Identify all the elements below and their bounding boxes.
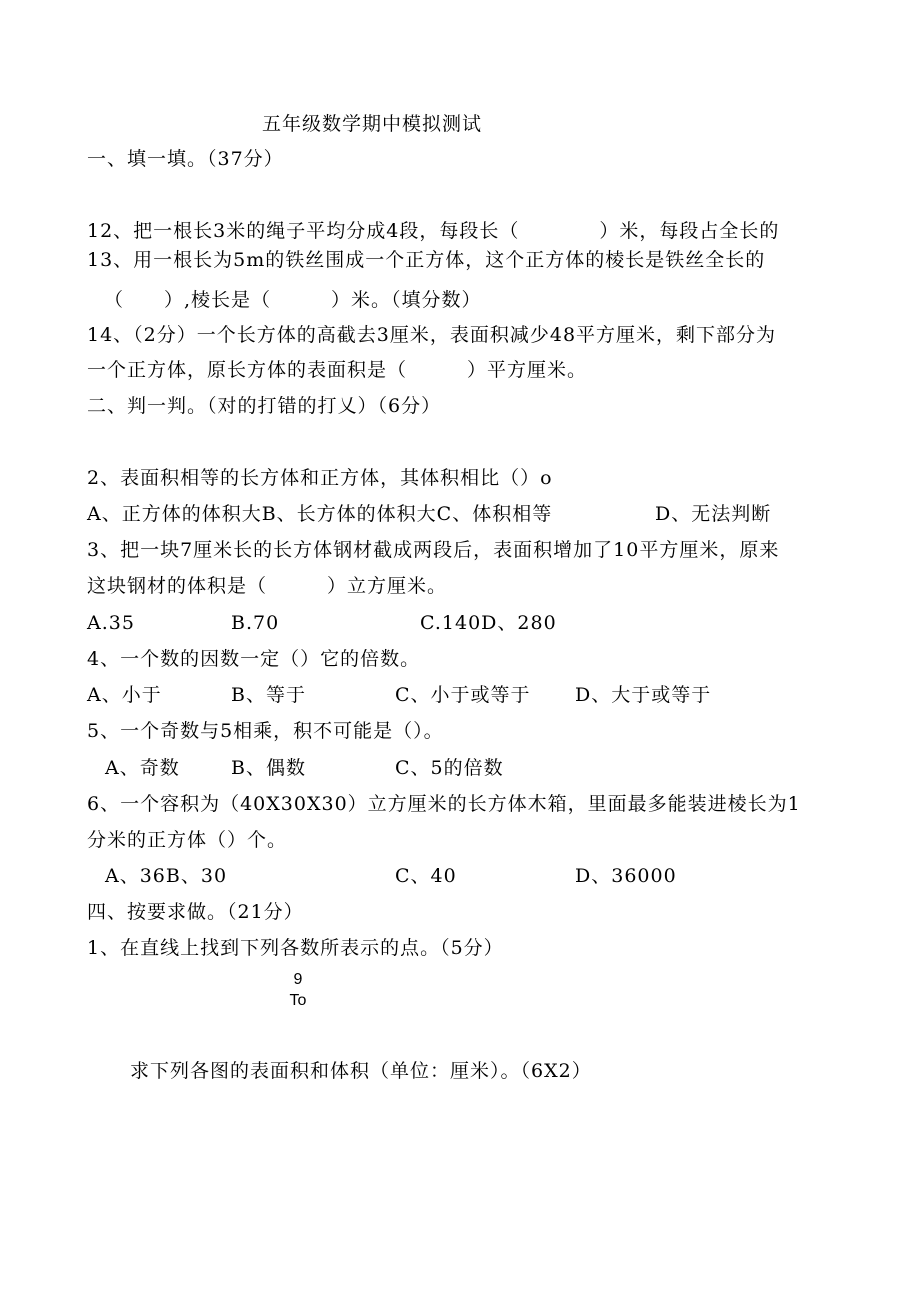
question-3-line2: 这块钢材的体积是（ ）立方厘米。 bbox=[87, 575, 448, 597]
question-3-options bbox=[87, 611, 847, 635]
section4-question-1: 1、在直线上找到下列各数所表示的点。（5分） bbox=[87, 937, 504, 959]
question-6-line1: 6、一个容积为（40X30X30）立方厘米的长方体木箱，里面最多能装进棱长为1 bbox=[87, 793, 801, 815]
question-3-option-b: B.70 bbox=[231, 612, 280, 634]
question-13-line2: （ ）,棱长是（ ）米。（填分数） bbox=[104, 289, 482, 311]
question-6-option-c: C、40 bbox=[395, 865, 457, 887]
question-2-options-abc: A、正方体的体积大B、长方体的体积大C、体积相等 bbox=[87, 503, 553, 525]
question-5-options bbox=[105, 756, 845, 780]
question-2-stem: 2、表面积相等的长方体和正方体，其体积相比（）o bbox=[87, 467, 553, 489]
question-5-stem: 5、一个奇数与5相乘，积不可能是（）。 bbox=[87, 720, 444, 742]
question-3-options-cd: C.140D、280 bbox=[420, 612, 557, 634]
question-6-line2: 分米的正方体（）个。 bbox=[87, 829, 288, 851]
question-14-line1: 14、（2分）一个长方体的高截去3厘米，表面积减少48平方厘米，剩下部分为 bbox=[87, 324, 777, 346]
question-6-options-ab: A、36B、30 bbox=[105, 865, 228, 887]
question-3-option-a: A.35 bbox=[87, 612, 135, 634]
question-4-option-b: B、等于 bbox=[231, 684, 306, 706]
question-2-option-d: D、无法判断 bbox=[655, 503, 772, 525]
question-5-option-c: C、5的倍数 bbox=[395, 757, 504, 779]
question-4-option-d: D、大于或等于 bbox=[575, 684, 712, 706]
section4-heading: 四、按要求做。（21分） bbox=[87, 901, 304, 923]
question-6-option-d: D、36000 bbox=[575, 865, 677, 887]
question-4-option-c: C、小于或等于 bbox=[395, 684, 531, 706]
fraction-numerator: 9 bbox=[293, 971, 303, 988]
section2-heading: 二、判一判。（对的打错的打乂）（6分） bbox=[87, 395, 442, 417]
question-12: 12、把一根长3米的绳子平均分成4段，每段长（ ）米，每段占全长的 bbox=[87, 220, 780, 242]
question-5-option-a: A、奇数 bbox=[105, 757, 180, 779]
question-5-option-b: B、偶数 bbox=[231, 757, 306, 779]
page-title: 五年级数学期中模拟测试 bbox=[262, 113, 483, 135]
fraction-denominator: To bbox=[289, 992, 307, 1009]
question-2-options bbox=[87, 502, 847, 526]
question-14-line2: 一个正方体，原长方体的表面积是（ ）平方厘米。 bbox=[87, 359, 588, 381]
section1-heading: 一、填一填。（37分） bbox=[87, 148, 284, 170]
section4-question-2: 求下列各图的表面积和体积（单位：厘米）。（6X2） bbox=[130, 1060, 592, 1082]
question-4-stem: 4、一个数的因数一定（）它的倍数。 bbox=[87, 648, 421, 670]
question-3-line1: 3、把一块7厘米长的长方体钢材截成两段后，表面积增加了10平方厘米，原来 bbox=[87, 539, 780, 561]
question-13-line1: 13、用一根长为5m的铁丝围成一个正方体，这个正方体的棱长是铁丝全长的 bbox=[87, 249, 766, 271]
question-4-options bbox=[87, 683, 847, 707]
question-6-options bbox=[105, 864, 845, 888]
question-4-option-a: A、小于 bbox=[87, 684, 162, 706]
